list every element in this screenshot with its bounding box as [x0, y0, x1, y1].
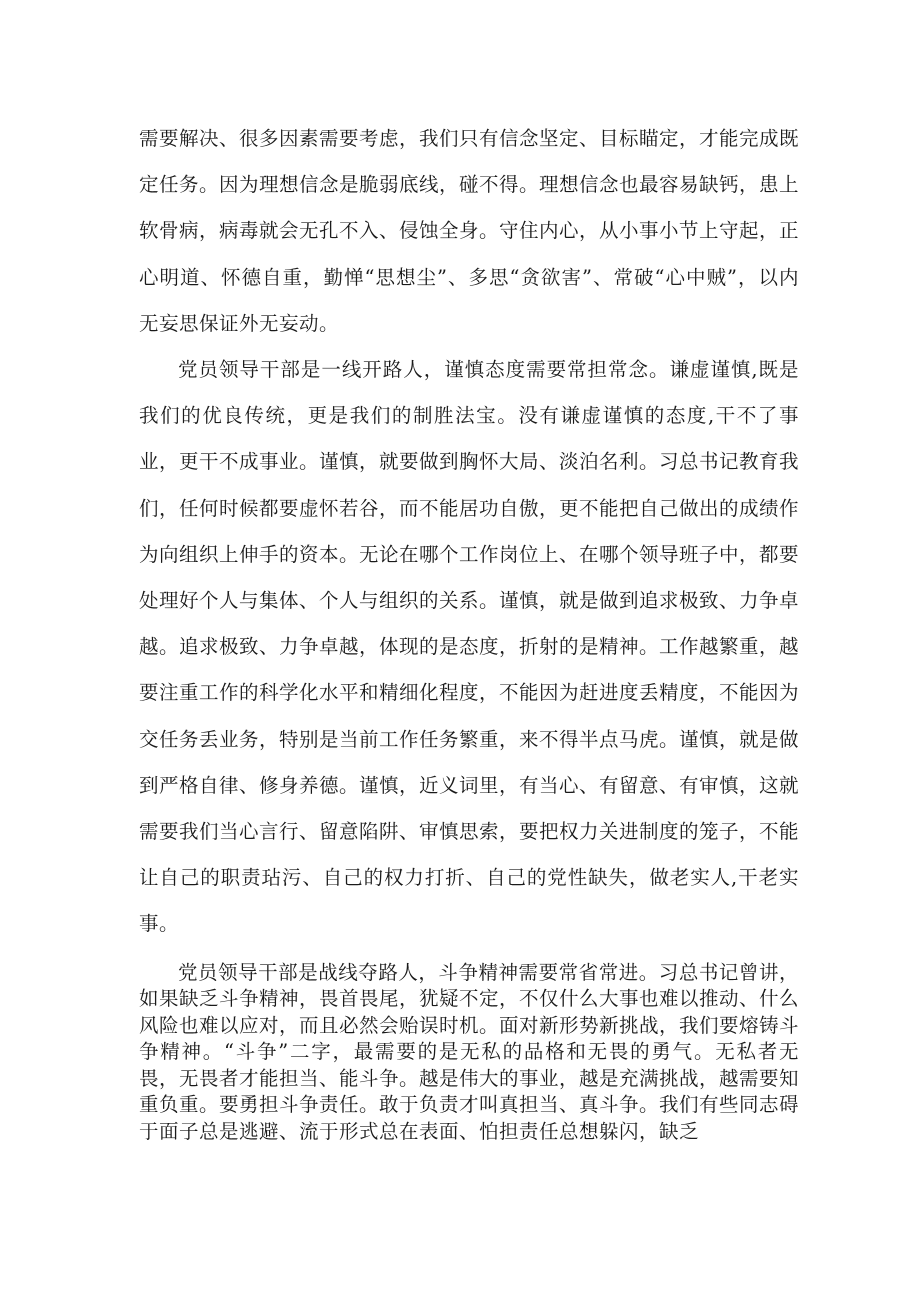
- paragraph-prudence: 党员领导干部是一线开路人，谨慎态度需要常担常念。谦虚谨慎,既是我们的优良传统，更是我们的制胜法宝。没有谦虚谨慎的态度,干不了事业，更干不成事业。谨慎，就要做到胸怀大局、淡泊名利。习总书记教育我们，任何时候都要虚怀若谷，而不能居功自傲，更不能把自己做出的成绩作为向组织上伸手的资本。无论在哪个工作岗位上、在哪个领导班子中，都要处理好个人与集体、个人与组织的关系。谨慎，就是做到追求极致、力争卓越。追求极致、力争卓越，体现的是态度，折射的是精神。工作越繁重，越要注重工作的科学化水平和精细化程度，不能因为赶进度丢精度，不能因为交任务丢业务，特别是当前工作任务繁重，来不得半点马虎。谨慎，就是做到严格自律、修身养德。谨慎，近义词里，有当心、有留意、有审慎，这就需要我们当心言行、留意陷阱、审慎思索，要把权力关进制度的笼子，不能让自己的职责玷污、自己的权力打折、自己的党性缺失，做老实人,干老实事。: [139, 358, 800, 936]
- paragraph-continuation: 需要解决、很多因素需要考虑，我们只有信念坚定、目标瞄定，才能完成既定任务。因为理想信念是脆弱底线，碰不得。理想信念也最容易缺钙，患上软骨病，病毒就会无孔不入、侵蚀全身。守住内心，从小事小节上守起，正心明道、怀德自重，勤惮“思想尘”、多思“贪欲害”、常破“心中贼”，以内无妄思保证外无妄动。: [139, 127, 800, 335]
- paragraph-struggle-spirit: 党员领导干部是战线夺路人，斗争精神需要常省常进。习总书记曾讲，如果缺乏斗争精神，畏首畏尾，犹疑不定，不仅什么大事也难以推动、什么风险也难以应对，而且必然会贻误时机。面对新形势新挑战，我们要熔铸斗争精神。“斗争”二字，最需要的是无私的品格和无畏的勇气。无私者无畏，无畏者才能担当、能斗争。越是伟大的事业，越是充满挑战，越需要知重负重。要勇担斗争责任。敢于负责才叫真担当、真斗争。我们有些同志碍于面子总是逃避、流于形式总在表面、怕担责任总想躲闪，缺乏: [139, 960, 800, 1143]
- document-body: [139, 116, 799, 1145]
